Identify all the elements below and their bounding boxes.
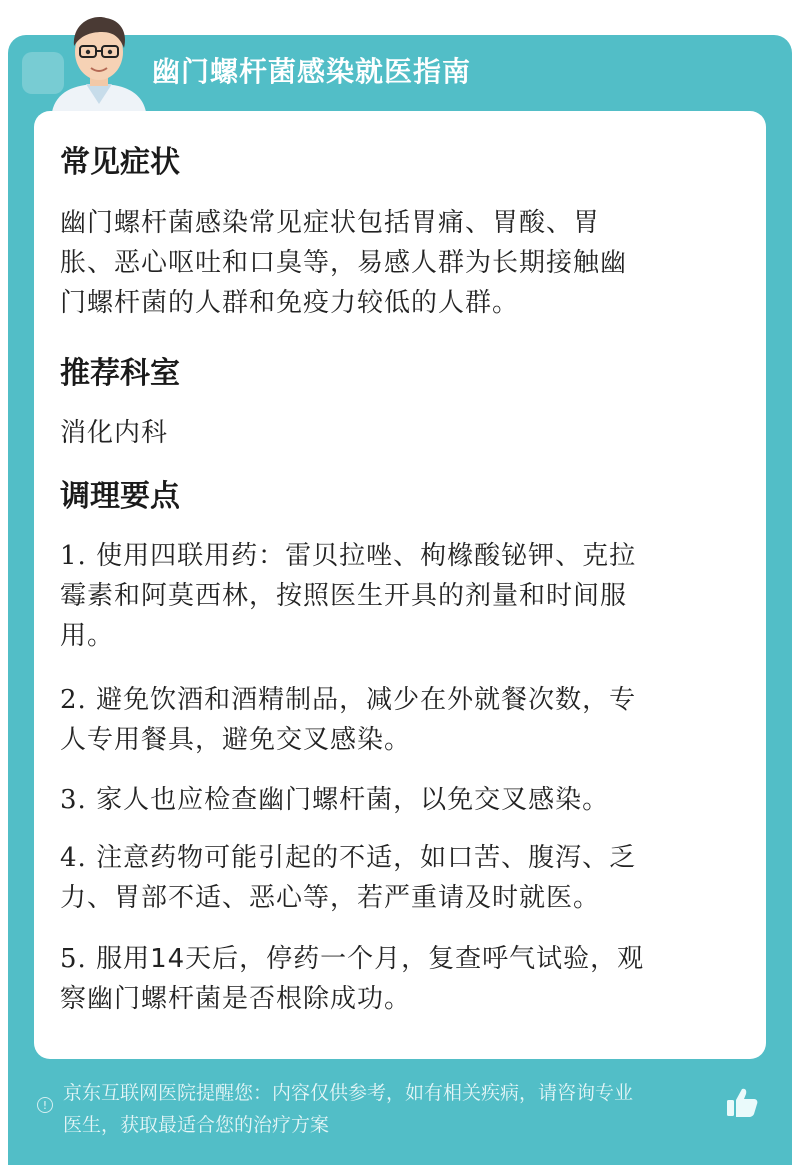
care-item-line: 霉素和阿莫西林，按照医生开具的剂量和时间服 (60, 581, 628, 611)
care-item-number: 4. (60, 843, 87, 873)
care-item (60, 536, 730, 656)
symptoms-text (60, 203, 730, 323)
footer-disclaimer (63, 1077, 728, 1141)
care-item-line: 人专用餐具，避免交叉感染。 (60, 725, 412, 755)
symptoms-line: 胀、恶心呕吐和口臭等，易感人群为长期接触幽 (60, 248, 628, 278)
symptoms-heading: 常见症状 (60, 145, 180, 180)
care-item (60, 680, 730, 760)
page-title: 幽门螺杆菌感染就医指南 (152, 55, 472, 88)
care-item-line: 2. 避免饮酒和酒精制品，减少在外就餐次数，专 (60, 685, 637, 715)
doctor-avatar (44, 8, 154, 112)
care-item-line: 3. 家人也应检查幽门螺杆菌，以免交叉感染。 (60, 785, 610, 815)
care-item (60, 838, 730, 918)
thumbs-up-icon[interactable] (724, 1084, 760, 1120)
symptoms-line: 门螺杆菌的人群和免疫力较低的人群。 (60, 288, 520, 318)
department-value: 消化内科 (60, 418, 169, 448)
care-heading: 调理要点 (60, 479, 180, 514)
care-item-line: 力、胃部不适、恶心等，若严重请及时就医。 (60, 883, 601, 913)
care-item-line: 4. 注意药物可能引起的不适，如口苦、腹泻、乏 (60, 843, 637, 873)
care-item-number: 1. (60, 541, 87, 571)
care-item-number: 2. (60, 685, 87, 715)
department-heading: 推荐科室 (60, 356, 180, 391)
care-item (60, 939, 730, 1019)
care-item-line: 察幽门螺杆菌是否根除成功。 (60, 984, 412, 1014)
care-item-line: 用。 (60, 621, 115, 651)
care-item-line: 5. 服用14天后，停药一个月，复查呼气试验，观 (60, 944, 645, 974)
footer-line: 京东互联网医院提醒您：内容仅供参考，如有相关疾病，请咨询专业 (63, 1082, 634, 1104)
care-item-number: 5. (60, 944, 87, 974)
care-item-number: 3. (60, 785, 87, 815)
footer-line: 医生，获取最适合您的治疗方案 (63, 1114, 330, 1136)
symptoms-line: 幽门螺杆菌感染常见症状包括胃痛、胃酸、胃 (60, 208, 601, 238)
care-item (60, 780, 730, 820)
care-item-line: 1. 使用四联用药：雷贝拉唑、枸橼酸铋钾、克拉 (60, 541, 637, 571)
info-icon: ! (37, 1097, 53, 1113)
